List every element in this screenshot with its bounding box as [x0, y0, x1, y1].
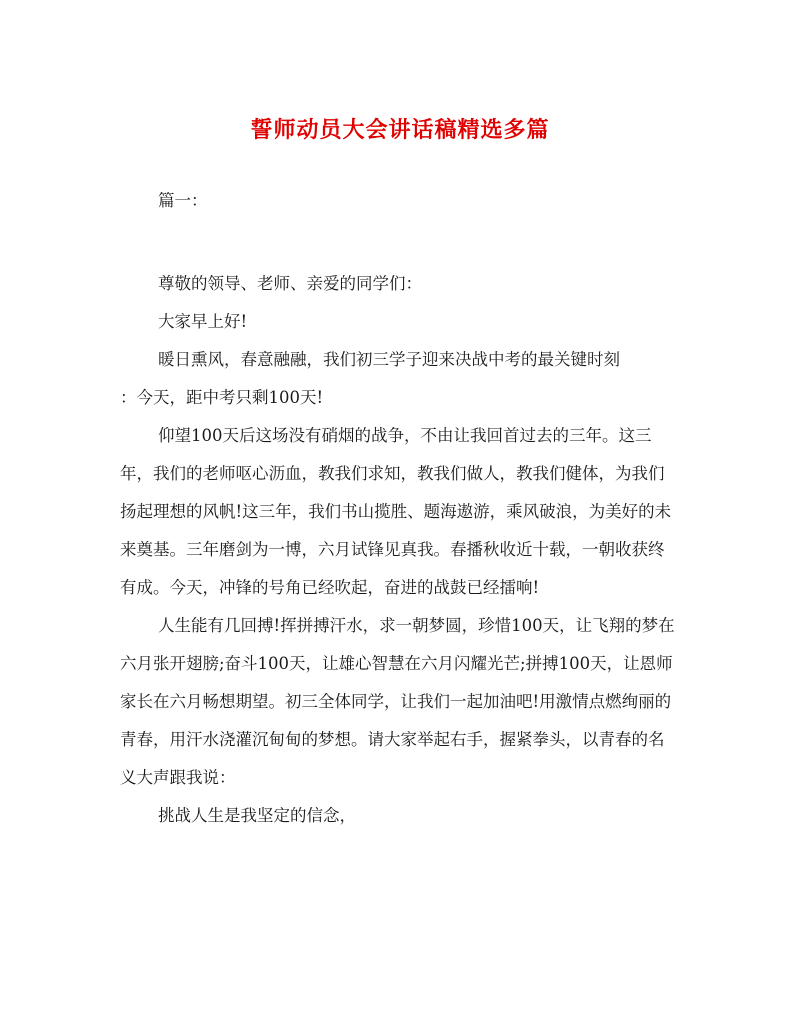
section-label: 篇一：: [158, 191, 208, 210]
paragraph-morning: 大家早上好!: [158, 312, 248, 331]
paragraph-greeting: 尊敬的领导、老师、亲爱的同学们：: [158, 274, 422, 293]
document-body: [120, 265, 680, 835]
paragraph-oath: 挑战人生是我坚定的信念，: [158, 806, 356, 825]
document-title: 誓师动员大会讲话稿精选多篇: [250, 117, 550, 143]
paragraph-spring: 暖日熏风，春意融融，我们初三学子迎来决战中考的最关键时刻: [158, 350, 620, 369]
paragraph-three-years: 仰望100天后这场没有硝烟的战争，不由让我回首过去的三年。这三年，我们的老师呕心沥血，教我们求知，教我们做人，教我们健体，为我们扬起理想的风帆!这三年，我们书山揽胜、题海遨游，乘风破浪，为美好的未来奠基。三年磨剑为一博，六月试锋见真我。春播秋收近十载，一朝收获终有成。今天，冲锋的号角已经吹起，奋进的战鼓已经擂响!: [120, 426, 672, 597]
paragraph-countdown: ：今天，距中考只剩100天!: [120, 388, 324, 407]
paragraph-fight: 人生能有几回搏!挥拼搏汗水，求一朝梦圆，珍惜100天，让飞翔的梦在六月张开翅膀;奋斗100天，让雄心智慧在六月闪耀光芒;拼搏100天，让恩师家长在六月畅想期望。初三全体同学，让我们一起加油吧!用激情点燃绚丽的青春，用汗水浇灌沉甸甸的梦想。请大家举起右手，握紧拳头，以青春的名义大声跟我说：: [120, 616, 675, 787]
